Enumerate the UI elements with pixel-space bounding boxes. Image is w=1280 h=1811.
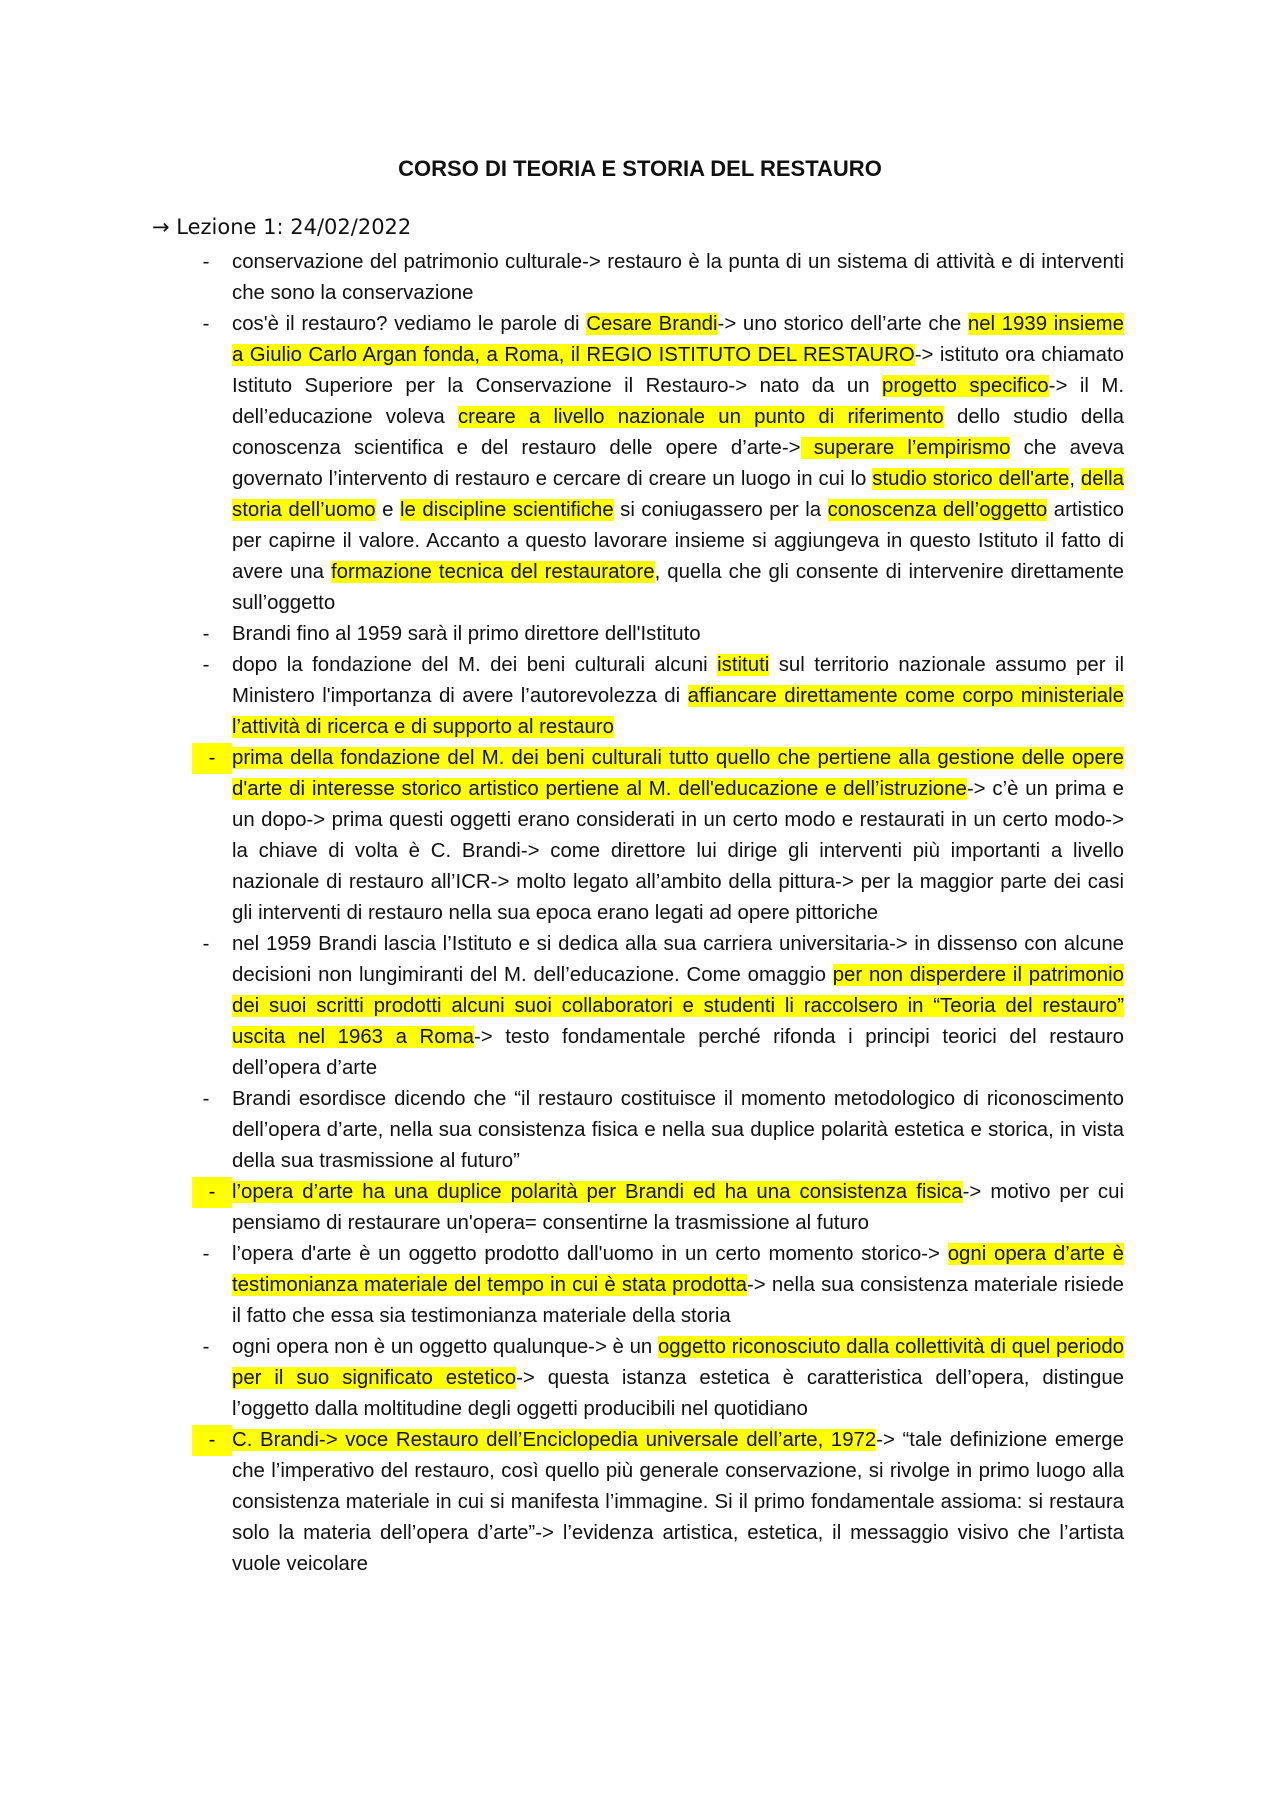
- bullet-dash: -: [202, 623, 210, 645]
- list-item: [202, 1084, 1124, 1177]
- body-text: -> questa istanza estetica è caratteristica dell’opera, distingue l’oggetto dalla moltitudine degli oggetti producibili nel quotidiano: [232, 1367, 1125, 1420]
- body-text: conservazione del patrimonio culturale-> restauro è la punta di un sistema di attività e di interventi che sono la conservazione: [232, 251, 1124, 304]
- bullet-dash: -: [202, 313, 210, 335]
- body-text: nel 1959 Brandi lascia l’Istituto e si dedica alla sua carriera universitaria-> in dissenso con alcune decisioni non lungimiranti del M. dell’educazione. Come omaggio: [232, 933, 1124, 986]
- list-item: [208, 1177, 1124, 1239]
- highlighted-text: creare a livello nazionale un punto di riferimento: [457, 406, 944, 428]
- lesson-heading: → Lezione 1: 24/02/2022: [152, 215, 412, 239]
- list-item: [202, 1239, 1124, 1332]
- document-title: CORSO DI TEORIA E STORIA DEL RESTAURO: [398, 156, 882, 181]
- bullet-dash: -: [192, 1177, 232, 1208]
- body-text: artistico per capirne il valore. Accanto a questo lavorare insieme si aggiungeva in questo Istituto il fatto di avere una: [232, 499, 1124, 583]
- body-text: -> motivo per cui pensiamo di restaurare un'opera= consentirne la trasmissione al futuro: [232, 1181, 1124, 1234]
- list-item: [202, 1332, 1125, 1425]
- body-text: -> uno storico dell’arte che: [717, 313, 968, 335]
- bullet-dash: -: [202, 933, 210, 955]
- highlighted-text: nel 1939 insieme a Giulio Carlo Argan fonda, a Roma, il REGIO ISTITUTO DEL RESTAURO: [232, 313, 1124, 366]
- body-text: -> istituto ora chiamato Istituto Superiore per la Conservazione il Restauro-> nato da un: [232, 344, 1124, 397]
- list-item: [208, 743, 1125, 929]
- highlighted-text: oggetto riconosciuto dalla collettività di quel periodo per il suo significato estetico: [232, 1336, 1124, 1389]
- highlighted-text: per non disperdere il patrimonio dei suoi scritti prodotti alcuni suoi collaboratori e studenti li raccolsero in “Teoria del restauro” uscita nel 1963 a Roma: [232, 964, 1124, 1048]
- highlighted-text: progetto specifico: [882, 375, 1049, 397]
- list-item: [202, 929, 1124, 1084]
- bullet-dash: -: [192, 1425, 232, 1456]
- highlighted-text: superare l’empirismo: [800, 437, 1011, 459]
- highlighted-text: ogni opera d’arte è testimonianza materiale del tempo in cui è stata prodotta: [232, 1243, 1124, 1296]
- body-text: sul territorio nazionale assumo per il Ministero l'importanza di avere l’autorevolezza di: [232, 654, 1124, 707]
- list-item: [202, 247, 1124, 309]
- list-item: [202, 309, 1125, 619]
- body-text: Brandi esordisce dicendo che “il restauro costituisce il momento metodologico di riconoscimento dell’opera d’arte, nella sua consistenza fisica e nella sua duplice polarità estetica e storica, in vista della sua trasmissione al futuro”: [232, 1088, 1124, 1172]
- highlighted-text: studio storico dell'arte: [872, 468, 1070, 490]
- bullet-dash: -: [202, 654, 210, 676]
- highlighted-text: formazione tecnica del restauratore: [331, 561, 655, 583]
- body-text: si coniugassero per la: [613, 499, 828, 521]
- list-item: [202, 619, 1124, 650]
- highlighted-text: l’opera d’arte ha una duplice polarità per Brandi ed ha una consistenza fisica: [232, 1181, 963, 1203]
- body-text: -> il M. dell’educazione voleva: [232, 375, 1124, 428]
- notes-list: [202, 247, 1125, 1580]
- highlighted-text: prima della fondazione del M. dei beni culturali tutto quello che pertiene alla gestione delle opere d'arte di interesse storico artistico pertiene al M. dell'educazione e dell’istruzione: [232, 747, 1124, 800]
- body-text: ,: [1069, 468, 1081, 490]
- list-item: [202, 650, 1125, 743]
- body-text: dopo la fondazione del M. dei beni culturali alcuni: [232, 654, 718, 676]
- list-item: [208, 1425, 1124, 1580]
- body-text: -> testo fondamentale perché rifonda i principi teorici del restauro dell’opera d’arte: [232, 1026, 1124, 1079]
- highlighted-text: della storia dell’uomo: [232, 468, 1125, 521]
- highlighted-text: le discipline scientifiche: [400, 499, 614, 521]
- bullet-dash: -: [202, 1243, 210, 1265]
- body-text: cos'è il restauro? vediamo le parole di: [232, 313, 587, 335]
- body-text: Brandi fino al 1959 sarà il primo direttore dell'Istituto: [232, 623, 701, 645]
- body-text: , quella che gli consente di intervenire direttamente sull’oggetto: [232, 561, 1124, 614]
- body-text: che aveva governato l’intervento di restauro e cercare di creare un luogo in cui lo: [232, 437, 1124, 490]
- bullet-dash: -: [202, 1088, 210, 1110]
- body-text: -> nella sua consistenza materiale risiede il fatto che essa sia testimonianza materiale della storia: [232, 1274, 1124, 1327]
- highlighted-text: affiancare direttamente come corpo ministeriale l’attività di ricerca e di supporto al restauro: [232, 685, 1125, 738]
- body-text: l’opera d'arte è un oggetto prodotto dall'uomo in un certo momento storico->: [232, 1243, 948, 1265]
- highlighted-text: istituti: [717, 654, 770, 676]
- body-text: ogni opera non è un oggetto qualunque-> è un: [232, 1336, 658, 1358]
- body-text: -> “tale definizione emerge che l’imperativo del restauro, così quello più generale conservazione, si rivolge in primo luogo alla consistenza materiale in cui si manifesta l’immagine. Si il primo fondamentale assioma: si restaura solo la materia dell’opera d’arte”-> l’evidenza artistica, estetica, il messaggio visivo che l’artista vuole veicolare: [232, 1429, 1124, 1575]
- bullet-dash: -: [202, 1336, 210, 1358]
- highlighted-text: Cesare Brandi: [586, 313, 718, 335]
- body-text: dello studio della conoscenza scientifica e del restauro delle opere d’arte->: [232, 406, 1124, 459]
- bullet-dash: -: [192, 743, 232, 774]
- bullet-dash: -: [202, 251, 210, 273]
- body-text: e: [375, 499, 401, 521]
- body-text: -> c’è un prima e un dopo-> prima questi oggetti erano considerati in un certo modo e restaurati in un certo modo-> la chiave di volta è C. Brandi-> come direttore lui dirige gli interventi più importanti a livello nazionale di restauro all’ICR-> molto legato all’ambito della pittura-> per la maggior parte dei casi gli interventi di restauro nella sua epoca erano legati ad opere pittoriche: [232, 778, 1125, 924]
- highlighted-text: C. Brandi-> voce Restauro dell’Enciclopedia universale dell’arte, 1972: [232, 1429, 877, 1451]
- highlighted-text: conoscenza dell’oggetto: [827, 499, 1048, 521]
